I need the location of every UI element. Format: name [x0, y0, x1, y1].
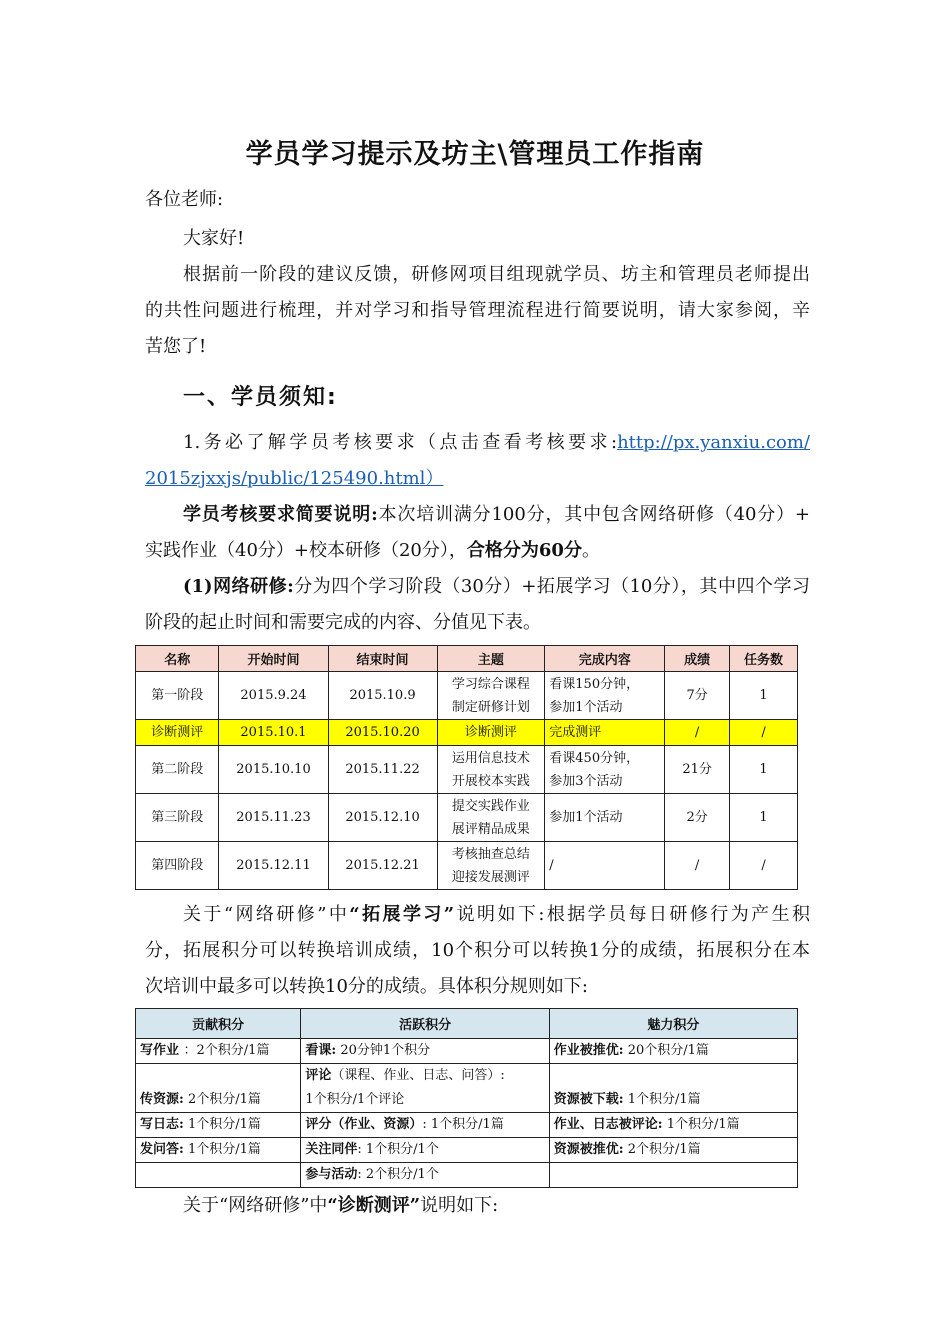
intro-line-3: 苦您了!	[145, 336, 207, 357]
pass-score: 合格分为60分	[466, 540, 582, 561]
points-cell	[549, 1138, 797, 1163]
stage-content	[545, 842, 665, 890]
net-line-2: 阶段的起止时间和需要完成的内容、分值见下表。	[145, 612, 541, 633]
stage-name: 第一阶段	[136, 672, 219, 720]
table-row	[136, 746, 798, 794]
points-col-header: 活跃积分	[301, 1009, 549, 1039]
topic-text: 考核抽查总结	[451, 846, 530, 862]
net-text-1: 分为四个学习阶段（30分）+拓展学习（10分），其中四个学习	[293, 576, 810, 597]
topic-text: 制定研修计划	[451, 699, 530, 715]
topic-text: 展评精品成果	[451, 821, 530, 837]
stage-end: 2015.11.22	[328, 746, 437, 794]
points-col-header: 贡献积分	[136, 1009, 301, 1039]
table-row	[136, 1138, 798, 1163]
rule-value: 20个积分/1篇	[623, 1043, 709, 1058]
stage-score: 21分	[665, 746, 730, 794]
stage-name: 第三阶段	[136, 794, 219, 842]
stage-start: 2015.10.1	[219, 720, 328, 746]
ext-pre: 关于“网络研修”中	[183, 904, 350, 925]
stage-content	[545, 746, 665, 794]
points-cell	[136, 1138, 301, 1163]
stage-name: 第四阶段	[136, 842, 219, 890]
rule-value: : 2个积分/1个	[357, 1167, 439, 1182]
stage-start: 2015.12.11	[219, 842, 328, 890]
stage-content	[545, 720, 665, 746]
rule-value: 1个积分/1篇	[183, 1117, 261, 1132]
rule-label: 发问答:	[140, 1142, 184, 1157]
net-label: (1)网络研修:	[183, 576, 294, 597]
stage-col-header: 结束时间	[328, 646, 437, 672]
points-cell	[301, 1138, 549, 1163]
stage-content	[545, 794, 665, 842]
stage-score: 2分	[665, 794, 730, 842]
points-cell	[549, 1113, 797, 1138]
req-text-1: 本次培训满分100分，其中包含网络研修（40分）+	[377, 504, 810, 525]
diag-pre: 关于“网络研修”中	[183, 1195, 328, 1216]
topic-text: 迎接发展测评	[451, 869, 530, 885]
stage-table-header	[136, 646, 798, 672]
content-text: 参加1个活动	[549, 810, 623, 825]
stage-end: 2015.10.9	[328, 672, 437, 720]
table-row	[136, 1163, 798, 1188]
item1-line	[183, 431, 810, 455]
req-line-1	[183, 503, 810, 527]
rule-value: （课程、作业、日志、问答）:	[331, 1068, 505, 1083]
table-row	[136, 672, 798, 720]
rule-value: 2个积分/1篇	[183, 1092, 261, 1107]
stage-start: 2015.10.10	[219, 746, 328, 794]
points-cell	[549, 1039, 797, 1064]
points-cell	[301, 1163, 549, 1188]
points-cell	[136, 1163, 301, 1188]
rule-value: 20分钟1个积分	[336, 1043, 431, 1058]
points-cell	[136, 1039, 301, 1064]
points-table	[135, 1008, 798, 1188]
greeting: 各位老师:	[145, 189, 224, 210]
stage-col-header: 名称	[136, 646, 219, 672]
stage-end: 2015.12.10	[328, 794, 437, 842]
rule-value: ：2个积分/1篇	[183, 1043, 270, 1058]
rule-label: 作业被推优:	[553, 1043, 624, 1058]
stage-name: 诊断测评	[136, 720, 219, 746]
section-heading: 一、学员须知:	[183, 385, 338, 410]
points-table-header	[136, 1009, 798, 1039]
rule-label: 评论	[305, 1068, 332, 1083]
stage-tasks: 1	[730, 672, 798, 720]
rule-label: 关注同伴	[305, 1142, 358, 1157]
rule-label: 资源被下载:	[553, 1092, 624, 1107]
intro-line-2: 的共性问题进行梳理，并对学习和指导管理流程进行简要说明，请大家参阅，辛	[145, 300, 810, 321]
diag-line	[183, 1194, 810, 1218]
req-line-2	[145, 539, 810, 563]
stage-score: /	[665, 720, 730, 746]
ext-line-1	[183, 903, 810, 927]
stage-col-header: 主题	[437, 646, 545, 672]
rule-value: : 1个积分/1篇	[422, 1117, 504, 1132]
stage-table	[135, 645, 798, 890]
assessment-link-part1[interactable]: http://px.yanxiu.com/	[617, 432, 810, 453]
points-cell	[549, 1064, 797, 1113]
stage-col-header: 成绩	[665, 646, 730, 672]
stage-col-header: 完成内容	[545, 646, 665, 672]
stage-name: 第二阶段	[136, 746, 219, 794]
stage-col-header: 开始时间	[219, 646, 328, 672]
stage-tasks: /	[730, 720, 798, 746]
topic-text: 提交实践作业	[451, 798, 530, 814]
rule-value: 1个积分/1篇	[183, 1142, 261, 1157]
stage-col-header: 任务数	[730, 646, 798, 672]
rule-label: 传资源:	[140, 1092, 184, 1107]
topic-text: 诊断测评	[464, 725, 517, 740]
diag-bold: “诊断测评”	[327, 1195, 421, 1216]
item1-prefix: 1.务必了解学员考核要求（点击查看考核要求:	[183, 432, 618, 453]
content-text: 看课450分钟，	[549, 750, 640, 766]
topic-text: 开展校本实践	[451, 773, 530, 789]
table-row	[136, 1113, 798, 1138]
assessment-link-part2[interactable]: 2015zjxxjs/public/125490.html）	[145, 468, 444, 489]
rule-value: 1个积分/1篇	[623, 1092, 701, 1107]
points-cell	[136, 1064, 301, 1113]
stage-start: 2015.11.23	[219, 794, 328, 842]
table-row	[136, 1039, 798, 1064]
stage-topic	[437, 746, 545, 794]
table-row	[136, 794, 798, 842]
ext-line-3: 次培训中最多可以转换10分的成绩。具体积分规则如下:	[145, 976, 588, 997]
page-title: 学员学习提示及坊主\管理员工作指南	[245, 139, 705, 170]
ext-bold: “拓展学习”	[349, 904, 455, 925]
table-row	[136, 1064, 798, 1113]
hello: 大家好!	[183, 228, 245, 249]
req-text-2: 实践作业（40分）+校本研修（20分），	[145, 540, 467, 561]
rule-label: 作业、日志被评论:	[553, 1117, 663, 1132]
req-end: 。	[581, 540, 600, 561]
points-cell	[136, 1113, 301, 1138]
stage-tasks: /	[730, 842, 798, 890]
rule-value: 1个积分/1篇	[662, 1117, 740, 1132]
net-line-1	[183, 575, 810, 599]
ext-text-1: 说明如下:根据学员每日研修行为产生积	[454, 904, 810, 925]
topic-text: 运用信息技术	[451, 750, 530, 766]
topic-text: 学习综合课程	[451, 676, 530, 692]
req-label: 学员考核要求简要说明:	[183, 504, 378, 525]
stage-tasks: 1	[730, 794, 798, 842]
table-row	[136, 842, 798, 890]
rule-value: 1个积分/1个评论	[305, 1092, 405, 1107]
content-text: 看课150分钟，	[549, 676, 640, 692]
points-cell	[301, 1064, 549, 1113]
points-cell	[301, 1039, 549, 1064]
points-cell	[549, 1163, 797, 1188]
content-text: 参加1个活动	[549, 699, 623, 715]
ext-line-2: 分，拓展积分可以转换培训成绩，10个积分可以转换1分的成绩，拓展积分在本	[145, 940, 810, 961]
rule-label: 评分（作业、资源）	[305, 1117, 423, 1132]
stage-topic	[437, 842, 545, 890]
rule-label: 参与活动	[305, 1167, 358, 1182]
stage-topic	[437, 794, 545, 842]
intro-line-1: 根据前一阶段的建议反馈，研修网项目组现就学员、坊主和管理员老师提出	[183, 264, 810, 285]
item1-line-2	[145, 467, 810, 491]
stage-tasks: 1	[730, 746, 798, 794]
rule-value: : 1个积分/1个	[357, 1142, 439, 1157]
table-row	[136, 720, 798, 746]
stage-topic	[437, 720, 545, 746]
rule-label: 写作业	[140, 1043, 184, 1058]
content-text: 参加3个活动	[549, 773, 623, 789]
stage-content	[545, 672, 665, 720]
stage-end: 2015.12.21	[328, 842, 437, 890]
stage-score: /	[665, 842, 730, 890]
stage-start: 2015.9.24	[219, 672, 328, 720]
points-cell	[301, 1113, 549, 1138]
stage-score: 7分	[665, 672, 730, 720]
diag-text: 说明如下:	[420, 1195, 499, 1216]
rule-label: 资源被推优:	[553, 1142, 624, 1157]
points-col-header: 魅力积分	[549, 1009, 797, 1039]
content-text: /	[549, 858, 554, 873]
stage-end: 2015.10.20	[328, 720, 437, 746]
rule-label: 看课:	[305, 1043, 337, 1058]
rule-label: 写日志:	[140, 1117, 184, 1132]
content-text: 完成测评	[549, 725, 602, 740]
rule-value: 2个积分/1篇	[623, 1142, 701, 1157]
stage-topic	[437, 672, 545, 720]
